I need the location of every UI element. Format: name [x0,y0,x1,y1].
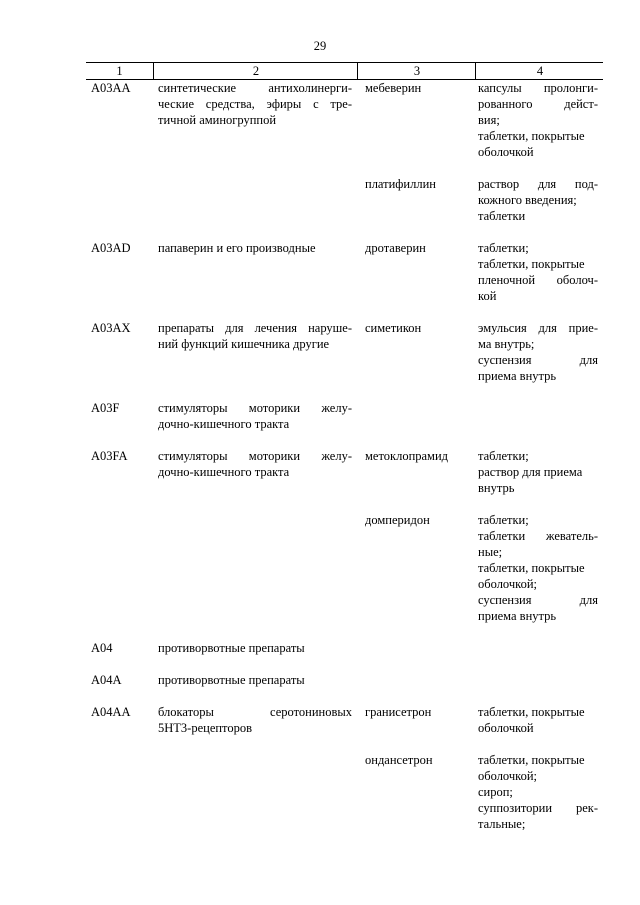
group-name [158,448,352,480]
group-name-line: ний функций кишечника другие [158,337,330,351]
group-name [158,704,352,736]
drug-name: домперидон [365,513,430,527]
drug-name: дротаверин [365,241,426,255]
group-name-line: ческие средства, эфиры с тре- [158,97,352,111]
dosage-form-line: раствор для под- [478,177,598,191]
dosage-form-line: эмульсия для прие- [478,321,598,335]
dosage-form-line: таблетки, покрытые [478,561,585,575]
page-number: 29 [313,39,327,53]
drug-name: метоклопрамид [365,449,449,463]
dosage-form-line: таблетки; [478,513,529,527]
dosage-form-line: таблетки; [478,449,529,463]
dosage-forms [478,80,598,160]
drug-name: платифиллин [365,177,436,191]
group-name [158,672,352,688]
header-col-2: 2 [153,63,358,79]
dosage-form-line: кой [478,289,497,303]
group-name-line: препараты для лечения наруше- [158,321,352,335]
dosage-form-line: таблетки; [478,241,529,255]
dosage-form-line: приема внутрь [478,369,557,383]
dosage-form-line: оболочкой [478,721,534,735]
atc-code: A03AD [91,241,131,255]
dosage-form-line: капсулы пролонги- [478,81,598,95]
dosage-form-line: кожного введения; [478,193,577,207]
group-name [158,240,352,256]
drug-name: ондансетрон [365,753,433,767]
drug-name: мебеверин [365,81,422,95]
group-name-line: тичной аминогруппой [158,113,277,127]
dosage-form-line: таблетки, покрытые [478,705,585,719]
dosage-form-line: приема внутрь [478,609,557,623]
atc-code: A03F [91,401,120,415]
group-name-line: противорвотные препараты [158,673,305,687]
group-name-line: синтетические антихолинерги- [158,81,352,95]
dosage-forms [478,704,598,736]
dosage-form-line: таблетки, покрытые [478,257,585,271]
dosage-forms [478,448,598,496]
atc-code: A03AA [91,81,131,95]
dosage-form-line: суппозитории рек- [478,801,598,815]
dosage-form-line: таблетки жеватель- [478,529,598,543]
dosage-form-line: таблетки, покрытые [478,753,585,767]
group-name-line: блокаторы серотониновых [158,705,352,719]
header-col-3: 3 [357,63,476,79]
dosage-form-line: внутрь [478,481,515,495]
dosage-forms [478,320,598,384]
atc-code: A04 [91,641,113,655]
group-name-line: дочно-кишечного тракта [158,465,290,479]
group-name-line: 5HT3-рецепторов [158,721,253,735]
drug-name: гранисетрон [365,705,432,719]
dosage-form-line: оболочкой [478,145,534,159]
drug-name: симетикон [365,321,422,335]
dosage-form-line: оболочкой; [478,769,537,783]
table-header [86,62,603,80]
dosage-forms [478,512,598,624]
dosage-form-line: ма внутрь; [478,337,535,351]
group-name [158,400,352,432]
group-name-line: папаверин и его производные [158,241,316,255]
dosage-form-line: суспензия для [478,593,598,607]
dosage-forms [478,752,598,832]
group-name [158,80,352,128]
atc-code: A04AA [91,705,131,719]
dosage-form-line: вия; [478,113,500,127]
dosage-form-line: тальные; [478,817,526,831]
group-name-line: стимуляторы моторики желу- [158,449,352,463]
dosage-forms [478,240,598,304]
dosage-form-line: сироп; [478,785,513,799]
atc-code: A03FA [91,449,128,463]
header-col-4: 4 [475,63,604,79]
group-name [158,320,352,352]
atc-code: A04A [91,673,122,687]
dosage-form-line: ные; [478,545,503,559]
group-name [158,640,352,656]
group-name-line: дочно-кишечного тракта [158,417,290,431]
dosage-forms [478,176,598,224]
dosage-form-line: суспензия для [478,353,598,367]
dosage-form-line: таблетки [478,209,526,223]
dosage-form-line: пленочной оболоч- [478,273,598,287]
dosage-form-line: раствор для приема [478,465,583,479]
dosage-form-line: таблетки, покрытые [478,129,585,143]
dosage-form-line: рованного дейст- [478,97,598,111]
dosage-form-line: оболочкой; [478,577,537,591]
header-col-1: 1 [116,64,123,78]
group-name-line: противорвотные препараты [158,641,305,655]
atc-code: A03AX [91,321,131,335]
group-name-line: стимуляторы моторики желу- [158,401,352,415]
